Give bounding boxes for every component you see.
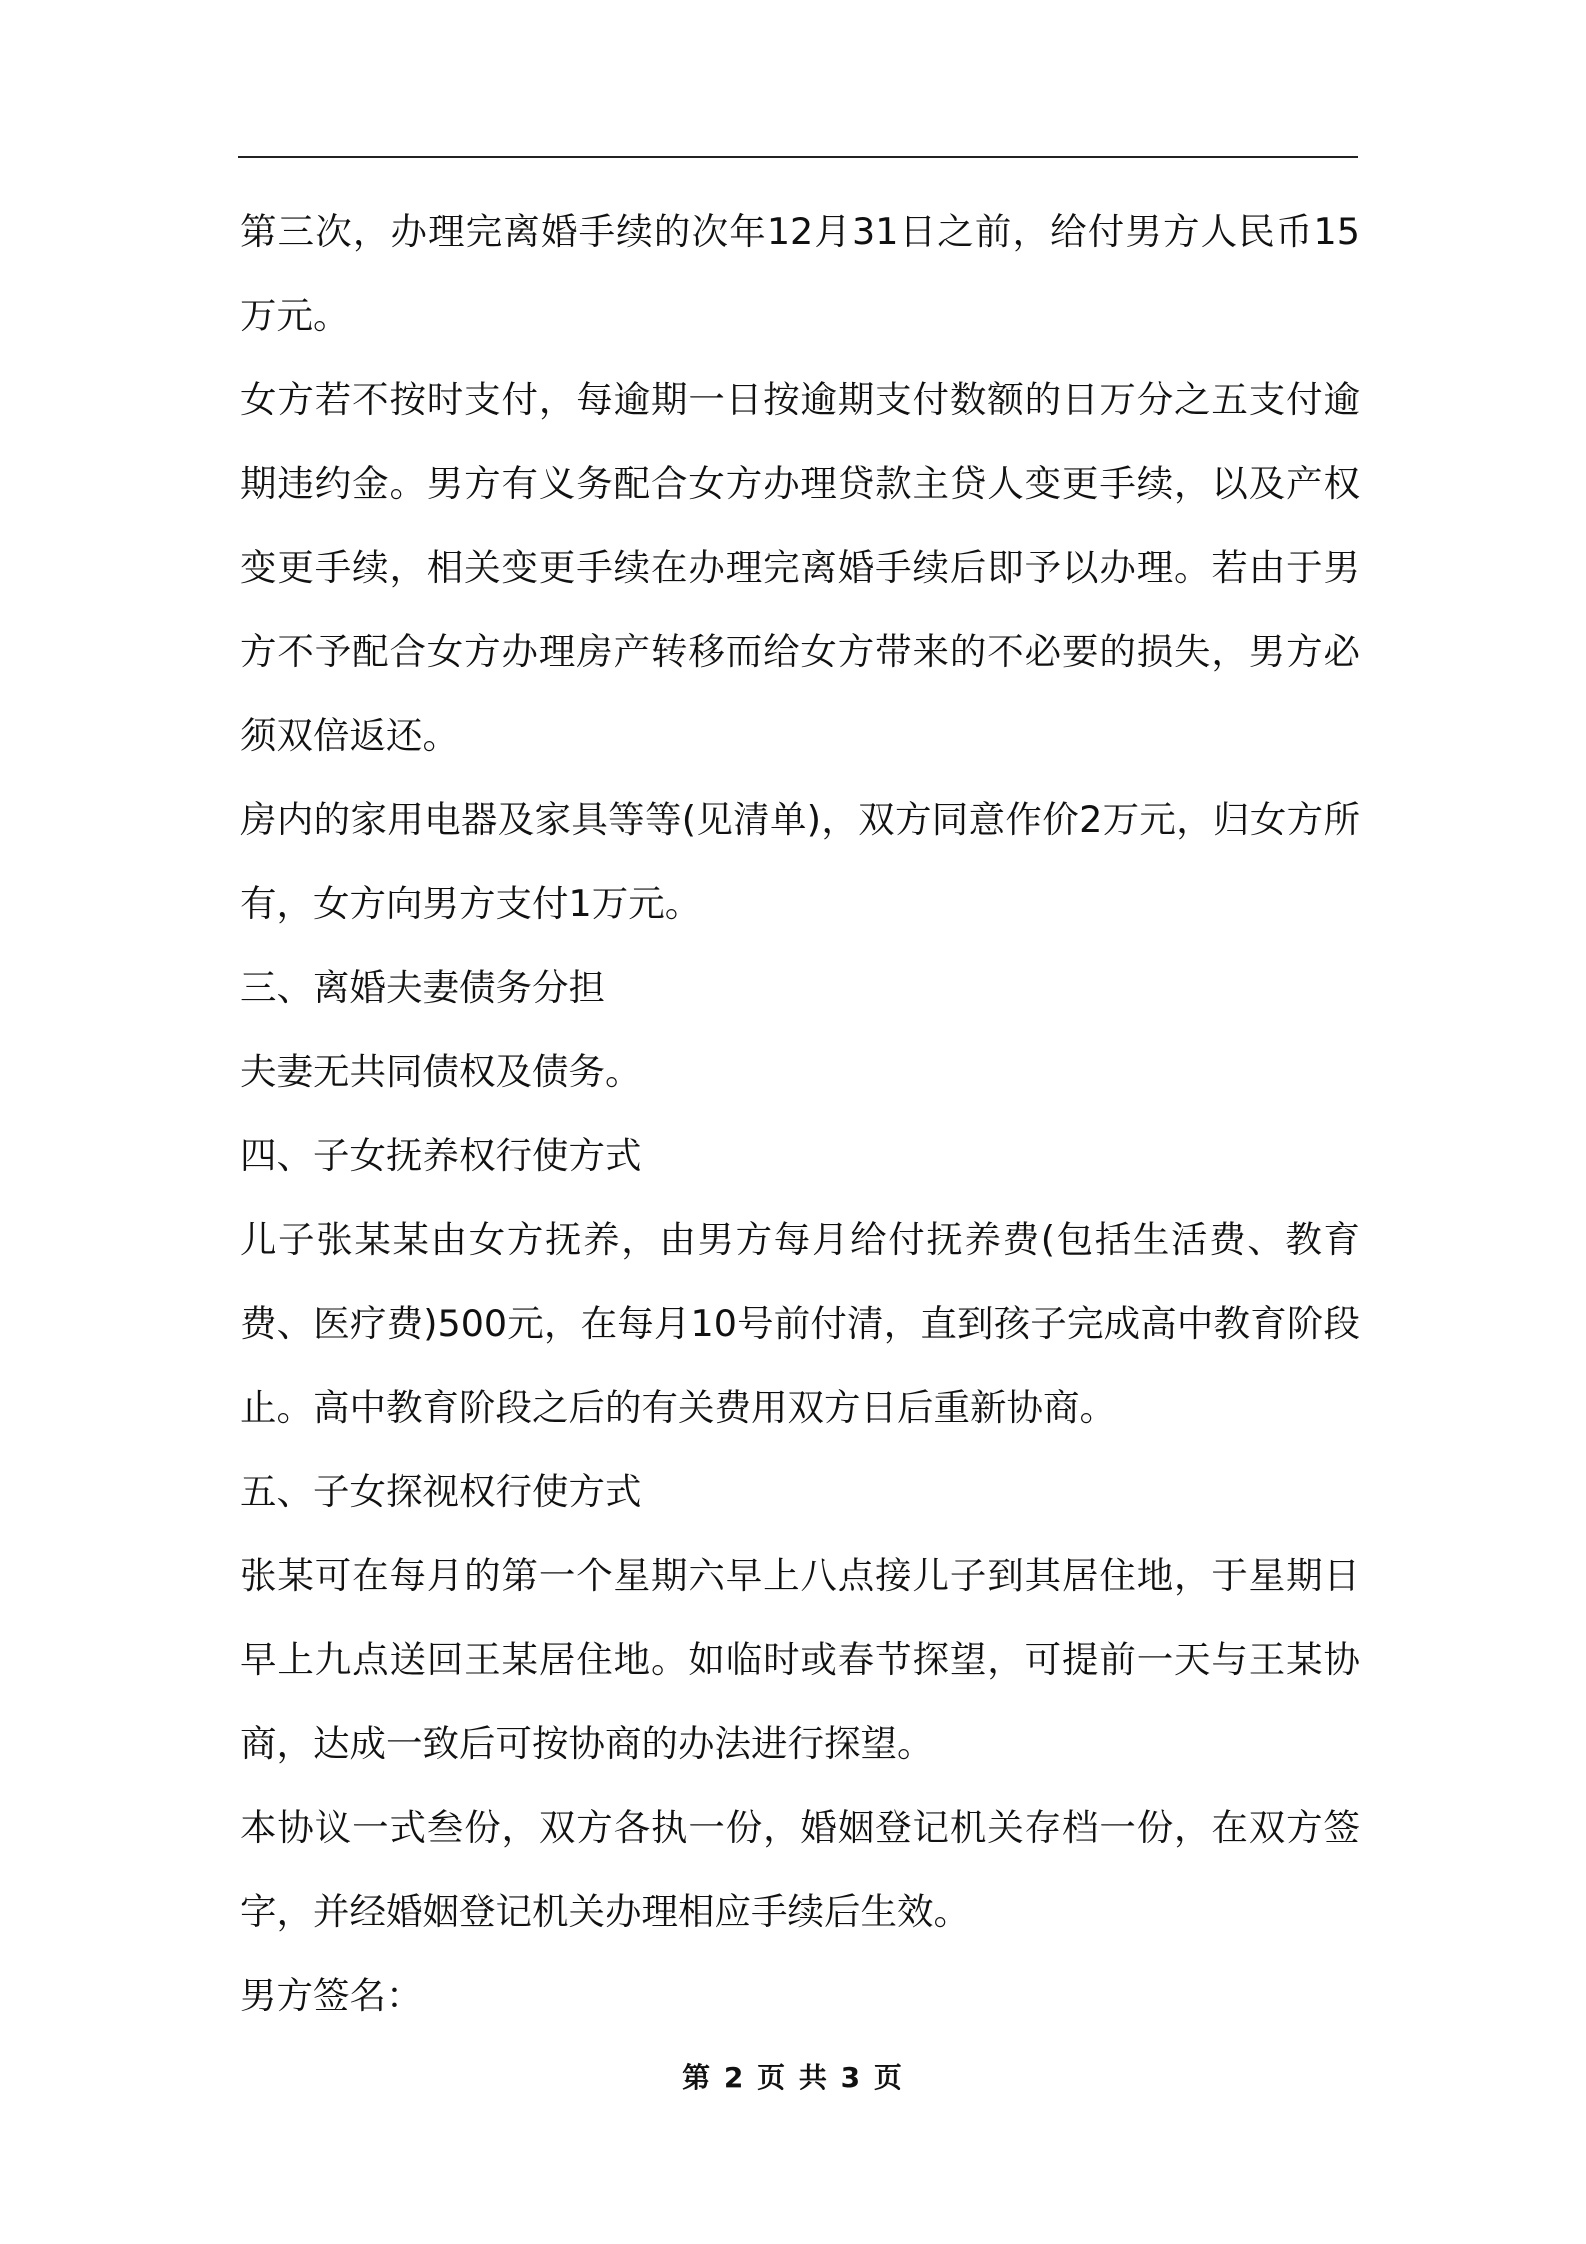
page-number: 第 2 页 共 3 页	[682, 2061, 904, 2094]
effectiveness-clause: 本协议一式叁份，双方各执一份，婚姻登记机关存档一份，在双方签字，并经婚姻登记机关办理相应手续后生效。	[240, 1806, 1360, 1933]
male-signature-label: 男方签名：	[240, 1974, 423, 2017]
appliances-furniture-clause: 房内的家用电器及家具等等(见清单)，双方同意作价2万元，归女方所有，女方向男方支付1万元。	[240, 798, 1360, 925]
custody-clause: 儿子张某某由女方抚养，由男方每月给付抚养费(包括生活费、教育费、医疗费)500元，在每月10号前付清，直到孩子完成高中教育阶段止。高中教育阶段之后的有关费用双方日后重新协商。	[240, 1218, 1360, 1429]
header-rule	[238, 156, 1358, 158]
visitation-clause: 张某可在每月的第一个星期六早上八点接儿子到其居住地，于星期日早上九点送回王某居住地。如临时或春节探望，可提前一天与王某协商，达成一致后可按协商的办法进行探望。	[240, 1554, 1360, 1765]
agreement-body	[240, 190, 1360, 2038]
debts-clause: 夫妻无共同债权及债务。	[240, 1050, 642, 1093]
payment-third-installment: 第三次，办理完离婚手续的次年12月31日之前，给付男方人民币15万元。	[240, 210, 1360, 337]
late-payment-clause: 女方若不按时支付，每逾期一日按逾期支付数额的日万分之五支付逾期违约金。男方有义务配合女方办理贷款主贷人变更手续，以及产权变更手续，相关变更手续在办理完离婚手续后即予以办理。若由于男方不予配合女方办理房产转移而给女方带来的不必要的损失，男方必须双倍返还。	[240, 378, 1360, 757]
section-heading-debts: 三、离婚夫妻债务分担	[240, 966, 605, 1009]
section-heading-custody: 四、子女抚养权行使方式	[240, 1134, 642, 1177]
section-heading-visitation: 五、子女探视权行使方式	[240, 1470, 642, 1513]
